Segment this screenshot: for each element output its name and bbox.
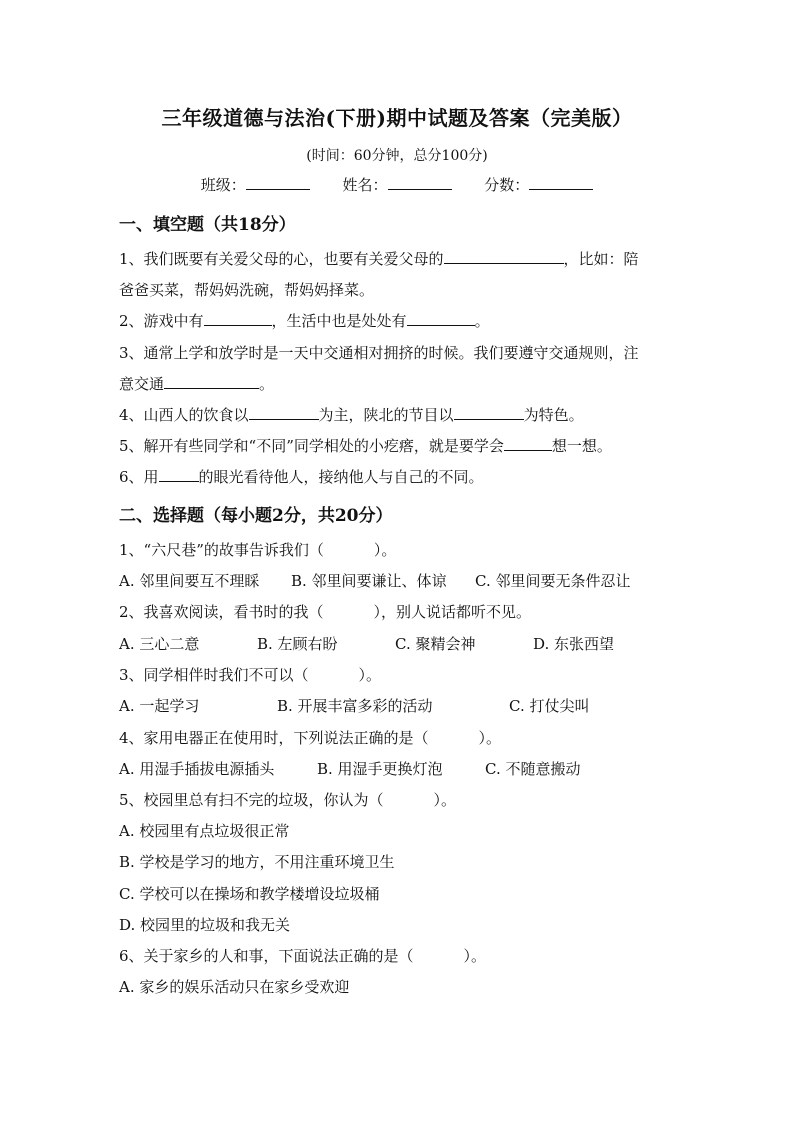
choice-question-1-options bbox=[119, 570, 630, 591]
name-field: 姓名： bbox=[342, 174, 451, 195]
option-a[interactable]: A. 家乡的娱乐活动只在家乡受欢迎 bbox=[119, 978, 350, 996]
answer-blank[interactable] bbox=[504, 436, 552, 451]
question-3-line-1: 3、通常上学和放学时是一天中交通相对拥挤的时候。我们要遵守交通规则，注 bbox=[119, 344, 639, 362]
answer-blank[interactable] bbox=[159, 467, 199, 482]
question-1-line-1: 1、我们既要有关爱父母的心，也要有关爱父母的 ，比如：陪 bbox=[119, 250, 639, 268]
option-b[interactable]: B. 邻里间要谦让、体谅 bbox=[291, 572, 447, 590]
question-6: 6、用 的眼光看待他人，接纳他人与自己的不同。 bbox=[119, 468, 484, 486]
option-d[interactable]: D. 校园里的垃圾和我无关 bbox=[119, 916, 291, 934]
score-field: 分数： bbox=[484, 174, 593, 195]
option-a[interactable]: A. 一起学习 bbox=[119, 697, 200, 715]
answer-blank[interactable] bbox=[249, 405, 319, 420]
option-d[interactable]: D. 东张西望 bbox=[533, 635, 615, 653]
class-field: 班级： bbox=[201, 174, 310, 195]
option-b[interactable]: B. 学校是学习的地方，不用注重环境卫生 bbox=[119, 853, 395, 871]
choice-question-1: 1、“六尺巷”的故事告诉我们（ ）。 bbox=[119, 541, 397, 559]
answer-blank[interactable] bbox=[444, 249, 564, 264]
class-blank[interactable] bbox=[246, 175, 310, 190]
choice-question-2-options bbox=[119, 633, 614, 654]
answer-blank[interactable] bbox=[407, 311, 475, 326]
option-c[interactable]: C. 学校可以在操场和教学楼增设垃圾桶 bbox=[119, 885, 380, 903]
question-4: 4、山西人的饮食以 为主，陕北的节目以 为特色。 bbox=[119, 406, 584, 424]
section-fill-in-title: 一、填空题（共18分） bbox=[119, 215, 296, 235]
option-a[interactable]: A. 用湿手插拔电源插头 bbox=[119, 760, 275, 778]
question-2: 2、游戏中有 ，生活中也是处处有 。 bbox=[119, 312, 490, 330]
answer-blank[interactable] bbox=[454, 405, 524, 420]
option-c[interactable]: C. 聚精会神 bbox=[395, 635, 476, 653]
page-title: 三年级道德与法治(下册)期中试题及答案（完美版） bbox=[161, 106, 633, 130]
choice-question-3: 3、同学相伴时我们不可以（ ）。 bbox=[119, 666, 382, 684]
choice-question-4: 4、家用电器正在使用时，下列说法正确的是（ ）。 bbox=[119, 729, 502, 747]
choice-question-3-options bbox=[119, 695, 589, 716]
question-5: 5、解开有些同学和“不同”同学相处的小疙瘩，就是要学会 想一想。 bbox=[119, 437, 612, 455]
option-a[interactable]: A. 三心二意 bbox=[119, 635, 200, 653]
choice-question-4-options bbox=[119, 758, 580, 779]
option-c[interactable]: C. 打仗尖叫 bbox=[509, 697, 590, 715]
name-blank[interactable] bbox=[388, 175, 452, 190]
score-blank[interactable] bbox=[529, 175, 593, 190]
exam-time-info: (时间：60分钟，总分100分) bbox=[306, 148, 488, 164]
option-a[interactable]: A. 校园里有点垃圾很正常 bbox=[119, 822, 290, 840]
choice-question-5: 5、校园里总有扫不完的垃圾，你认为（ ）。 bbox=[119, 791, 457, 809]
choice-question-2: 2、我喜欢阅读，看书时的我（ ），别人说话都听不见。 bbox=[119, 603, 532, 621]
option-b[interactable]: B. 左顾右盼 bbox=[257, 635, 338, 653]
option-a[interactable]: A. 邻里间要互不理睬 bbox=[119, 572, 260, 590]
section-choice-title: 二、选择题（每小题2分，共20分） bbox=[119, 506, 393, 526]
option-b[interactable]: B. 开展丰富多彩的活动 bbox=[277, 697, 433, 715]
option-b[interactable]: B. 用湿手更换灯泡 bbox=[317, 760, 443, 778]
option-c[interactable]: C. 不随意搬动 bbox=[485, 760, 581, 778]
student-info-row bbox=[0, 174, 794, 195]
answer-blank[interactable] bbox=[164, 374, 259, 389]
question-1-line-2: 爸爸买菜，帮妈妈洗碗，帮妈妈择菜。 bbox=[119, 281, 375, 299]
option-c[interactable]: C. 邻里间要无条件忍让 bbox=[475, 572, 631, 590]
choice-question-6: 6、关于家乡的人和事，下面说法正确的是（ ）。 bbox=[119, 947, 487, 965]
answer-blank[interactable] bbox=[204, 311, 272, 326]
question-3-line-2: 意交通 。 bbox=[119, 375, 275, 393]
